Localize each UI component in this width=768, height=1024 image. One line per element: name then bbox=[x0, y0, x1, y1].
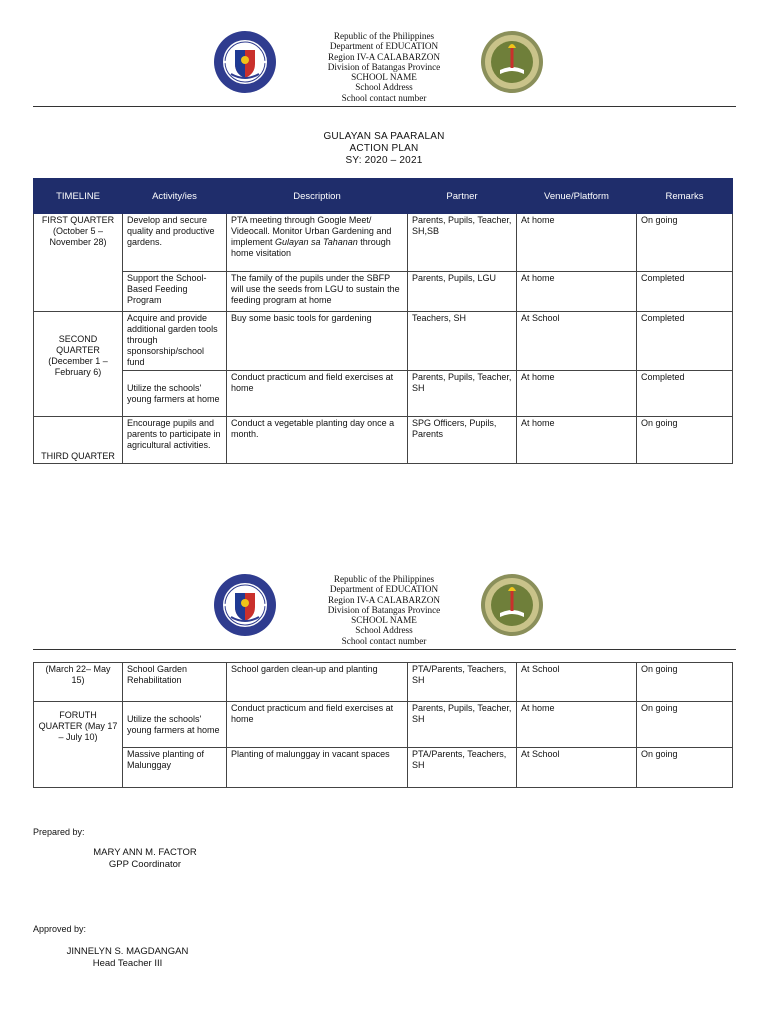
activity-cell: Utilize the schools' young farmers at home bbox=[123, 371, 227, 417]
activity-cell: School Garden Rehabilitation bbox=[123, 663, 227, 702]
activity-cell: Support the School-Based Feeding Program bbox=[123, 272, 227, 312]
description-cell: Conduct practicum and field exercises at home bbox=[227, 702, 408, 748]
remarks-cell: On going bbox=[637, 748, 733, 788]
signatory-name: MARY ANN M. FACTOR bbox=[93, 847, 197, 858]
school-seal-icon bbox=[480, 573, 544, 637]
partner-cell: Parents, Pupils, Teacher, SH,SB bbox=[408, 214, 517, 272]
description-cell: Conduct a vegetable planting day once a month. bbox=[227, 417, 408, 464]
letterhead-line: Republic of the Philippines bbox=[333, 31, 435, 41]
description-cell: Buy some basic tools for gardening bbox=[227, 312, 408, 371]
description-text: PTA meeting through Google Meet/ Videocall. Monitor Urban Gardening and implement bbox=[231, 215, 392, 247]
header-cell: Description bbox=[227, 179, 408, 214]
letterhead-text bbox=[284, 31, 484, 103]
title-line: GULAYAN SA PAARALAN bbox=[323, 131, 445, 142]
header-divider bbox=[33, 106, 736, 107]
header-divider bbox=[33, 649, 736, 650]
letterhead-line: Republic of the Philippines bbox=[333, 574, 435, 584]
title-line: SY: 2020 – 2021 bbox=[345, 155, 423, 166]
timeline-cell: THIRD QUARTER bbox=[34, 417, 123, 464]
remarks-cell: Completed bbox=[637, 371, 733, 417]
venue-cell: At School bbox=[517, 312, 637, 371]
letterhead-line: School contact number bbox=[341, 635, 427, 646]
letterhead-line: School Address bbox=[355, 625, 413, 636]
table-row bbox=[34, 371, 733, 417]
venue-cell: At home bbox=[517, 371, 637, 417]
description-text: through home visitation bbox=[231, 237, 391, 258]
description-cell: School garden clean-up and planting bbox=[227, 663, 408, 702]
letterhead-line: SCHOOL NAME bbox=[351, 615, 417, 626]
prepared-by-signatory bbox=[60, 847, 230, 871]
partner-cell: Parents, Pupils, Teacher, SH bbox=[408, 702, 517, 748]
action-plan-table-continued bbox=[33, 662, 733, 788]
title-line: ACTION PLAN bbox=[349, 143, 419, 154]
letterhead-line: Department of EDUCATION bbox=[329, 41, 439, 52]
remarks-cell: On going bbox=[637, 214, 733, 272]
description-cell: Conduct practicum and field exercises at home bbox=[227, 371, 408, 417]
description-italic: Gulayan sa Tahanan bbox=[275, 237, 358, 247]
partner-cell: PTA/Parents, Teachers, SH bbox=[408, 748, 517, 788]
activity-cell: Develop and secure quality and productive gardens. bbox=[123, 214, 227, 272]
partner-cell: Parents, Pupils, LGU bbox=[408, 272, 517, 312]
table-row bbox=[34, 702, 733, 748]
header-cell: Activity/ies bbox=[123, 179, 227, 214]
activity-cell: Massive planting of Malunggay bbox=[123, 748, 227, 788]
header-cell: Remarks bbox=[637, 179, 733, 214]
venue-cell: At home bbox=[517, 702, 637, 748]
venue-cell: At School bbox=[517, 748, 637, 788]
venue-cell: At home bbox=[517, 417, 637, 464]
remarks-cell: On going bbox=[637, 417, 733, 464]
description-cell: The family of the pupils under the SBFP will use the seeds from LGU to sustain the feeding program at home bbox=[227, 272, 408, 312]
activity-cell: Encourage pupils and parents to participate in agricultural activities. bbox=[123, 417, 227, 464]
timeline-cell: FIRST QUARTER (October 5 – November 28) bbox=[34, 214, 123, 312]
letterhead-text bbox=[284, 574, 484, 646]
remarks-cell: On going bbox=[637, 663, 733, 702]
table-row bbox=[34, 214, 733, 272]
letterhead-line: School contact number bbox=[341, 92, 427, 103]
deped-seal-icon bbox=[213, 573, 277, 637]
header-cell: TIMELINE bbox=[34, 179, 123, 214]
partner-cell: Parents, Pupils, Teacher, SH bbox=[408, 371, 517, 417]
table-row bbox=[34, 663, 733, 702]
table-row bbox=[34, 748, 733, 788]
letterhead-line: Region IV-A CALABARZON bbox=[328, 594, 440, 605]
letterhead-line: Division of Batangas Province bbox=[327, 61, 441, 72]
approved-by-label: Approved by: bbox=[33, 924, 87, 934]
action-plan-table bbox=[33, 178, 733, 464]
remarks-cell: Completed bbox=[637, 272, 733, 312]
table-row bbox=[34, 272, 733, 312]
partner-cell: Teachers, SH bbox=[408, 312, 517, 371]
timeline-cell: (March 22– May 15) bbox=[34, 663, 123, 702]
table-row bbox=[34, 312, 733, 371]
document-title bbox=[0, 131, 768, 167]
table-row bbox=[34, 417, 733, 464]
deped-seal-icon bbox=[213, 30, 277, 94]
signatory-title: GPP Coordinator bbox=[108, 859, 182, 870]
venue-cell: At home bbox=[517, 214, 637, 272]
header-cell: Venue/Platform bbox=[517, 179, 637, 214]
remarks-cell: Completed bbox=[637, 312, 733, 371]
prepared-by-label: Prepared by: bbox=[33, 827, 85, 837]
letterhead-line: Division of Batangas Province bbox=[327, 604, 441, 615]
timeline-cell: SECOND QUARTER (December 1 – February 6) bbox=[34, 312, 123, 417]
letterhead-line: Region IV-A CALABARZON bbox=[328, 51, 440, 62]
activity-cell: Utilize the schools' young farmers at home bbox=[123, 702, 227, 748]
venue-cell: At home bbox=[517, 272, 637, 312]
approved-by-signatory bbox=[40, 946, 215, 970]
letterhead-line: Department of EDUCATION bbox=[329, 584, 439, 595]
venue-cell: At School bbox=[517, 663, 637, 702]
letterhead-line: SCHOOL NAME bbox=[351, 72, 417, 83]
letterhead bbox=[0, 573, 768, 651]
partner-cell: PTA/Parents, Teachers, SH bbox=[408, 663, 517, 702]
description-cell: Planting of malunggay in vacant spaces bbox=[227, 748, 408, 788]
partner-cell: SPG Officers, Pupils, Parents bbox=[408, 417, 517, 464]
letterhead-line: School Address bbox=[355, 82, 413, 93]
letterhead bbox=[0, 30, 768, 108]
description-cell bbox=[227, 214, 408, 272]
signatory-title: Head Teacher III bbox=[92, 958, 163, 969]
signatory-name: JINNELYN S. MAGDANGAN bbox=[66, 946, 189, 957]
table-header-row bbox=[34, 179, 733, 214]
school-seal-icon bbox=[480, 30, 544, 94]
activity-cell: Acquire and provide additional garden tools through sponsorship/school fund bbox=[123, 312, 227, 371]
remarks-cell: On going bbox=[637, 702, 733, 748]
timeline-cell: FORUTH QUARTER (May 17 – July 10) bbox=[34, 702, 123, 788]
header-cell: Partner bbox=[408, 179, 517, 214]
